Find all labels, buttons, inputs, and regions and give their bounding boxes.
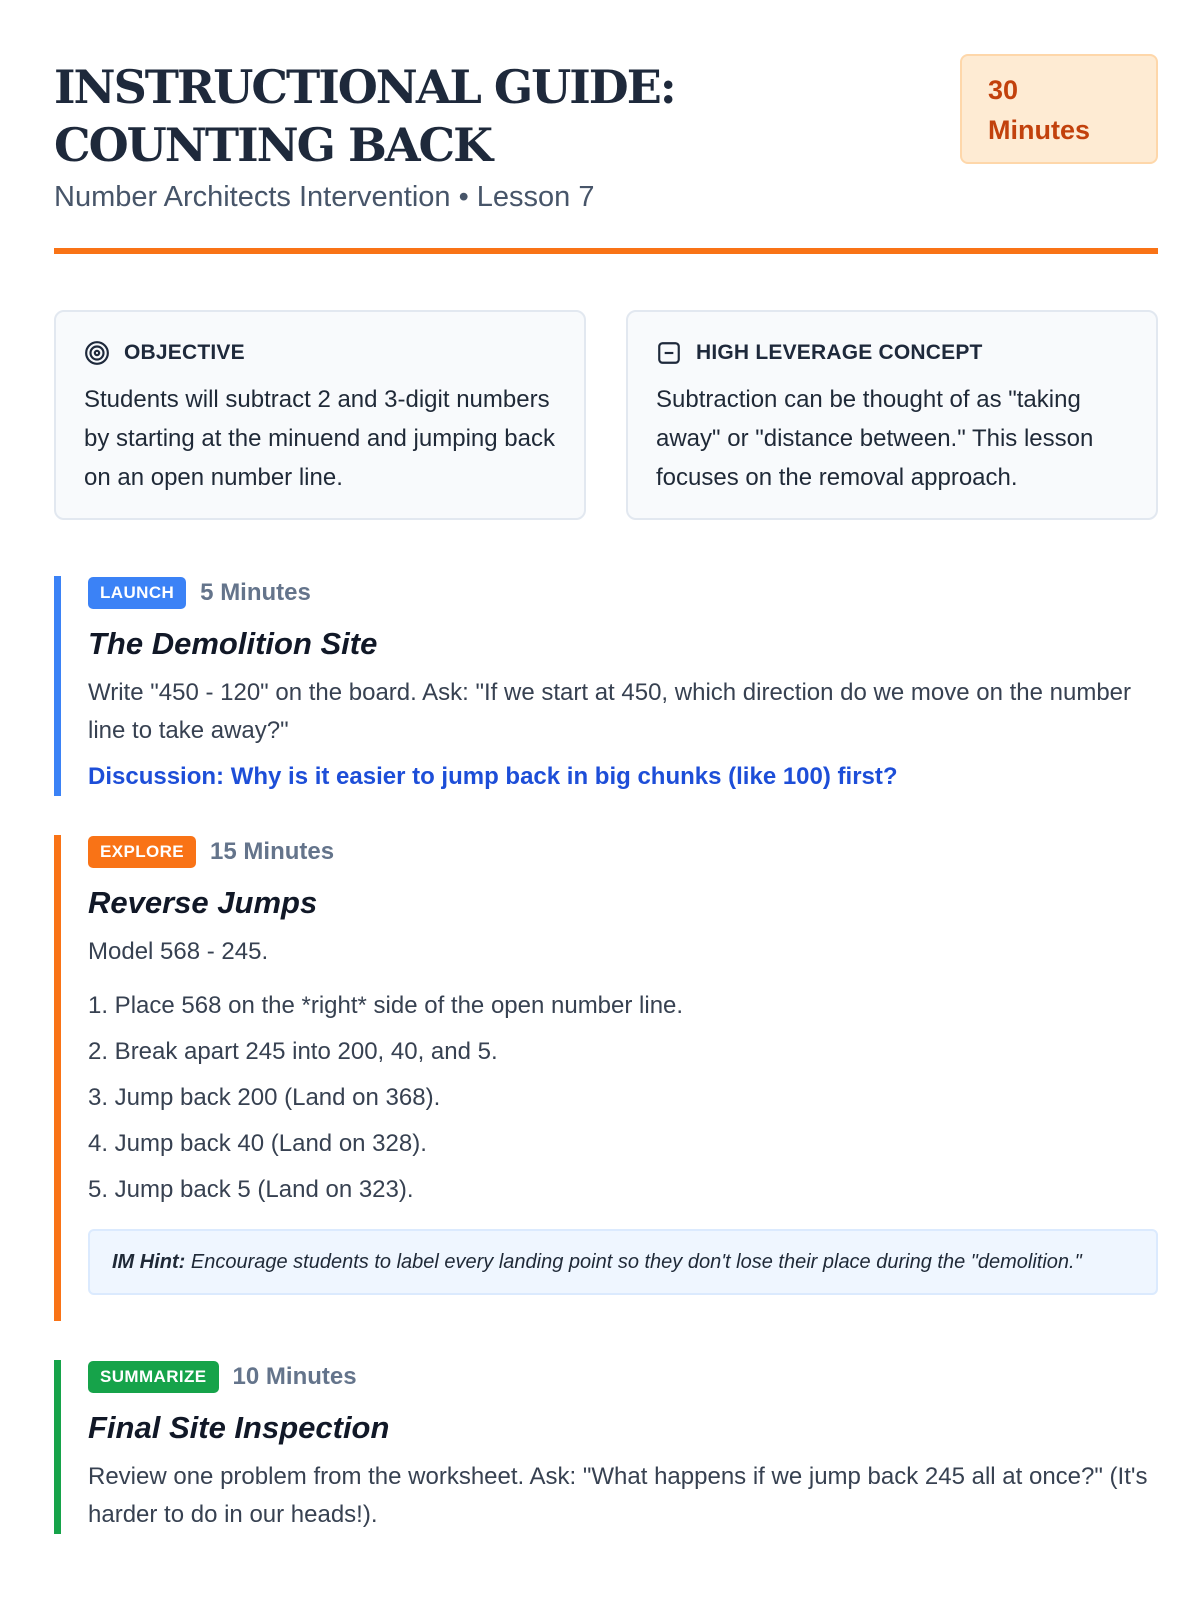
objective-text: Students will subtract 2 and 3-digit numbers by starting at the minuend and jumping back on an open number line. — [84, 386, 555, 491]
launch-accent-bar — [54, 576, 61, 796]
im-hint-box — [88, 1229, 1158, 1295]
header-divider — [54, 248, 1158, 254]
duration-unit: Minutes — [988, 115, 1091, 145]
launch-text: Write "450 - 120" on the board. Ask: "If we start at 450, which direction do we move on the number line to take away?" — [88, 679, 1132, 744]
launch-discussion: Discussion: Why is it easier to jump back in big chunks (like 100) first? — [88, 763, 898, 790]
summarize-meta — [88, 1360, 1158, 1394]
hint-label: IM Hint: — [112, 1251, 186, 1273]
lesson-guide — [54, 54, 1158, 1528]
explore-accent-bar — [54, 835, 61, 1321]
list-item: 5. Jump back 5 (Land on 323). — [88, 1176, 414, 1203]
launch-tag: LAUNCH — [88, 577, 186, 609]
page-title: INSTRUCTIONAL GUIDE: COUNTING BACK — [54, 60, 675, 172]
list-item: 2. Break apart 245 into 200, 40, and 5. — [88, 1038, 498, 1065]
page-subtitle: Number Architects Intervention • Lesson 7 — [54, 181, 595, 213]
hint-text: Encourage students to label every landing point so they don't lose their place during the "demolition." — [185, 1251, 1082, 1273]
explore-section — [54, 835, 1158, 1321]
duration-badge — [960, 54, 1158, 164]
page-header — [54, 54, 1158, 254]
summarize-text: Review one problem from the worksheet. Ask: "What happens if we jump back 245 all at once?" (It's harder to do in our heads!). — [88, 1463, 1148, 1528]
explore-text: Model 568 - 245. — [88, 938, 269, 965]
launch-meta — [88, 576, 1158, 610]
concept-heading: HIGH LEVERAGE CONCEPT — [696, 341, 983, 364]
summarize-minutes: 10 Minutes — [232, 1363, 357, 1390]
minus-square-icon — [656, 340, 682, 366]
summarize-section — [54, 1360, 1158, 1534]
launch-section — [54, 576, 1158, 796]
duration-number: 30 — [988, 75, 1019, 105]
explore-meta — [88, 835, 1158, 869]
launch-title: The Demolition Site — [88, 626, 378, 661]
explore-minutes: 15 Minutes — [210, 838, 335, 865]
objective-heading-row — [84, 338, 556, 368]
summarize-accent-bar — [54, 1360, 61, 1534]
summarize-title: Final Site Inspection — [88, 1410, 390, 1445]
summarize-tag: SUMMARIZE — [88, 1361, 219, 1393]
concept-heading-row — [656, 338, 1128, 368]
explore-steps — [88, 983, 1158, 1213]
concept-text: Subtraction can be thought of as "taking away" or "distance between." This lesson focuses on the removal approach. — [656, 386, 1094, 491]
list-item: 4. Jump back 40 (Land on 328). — [88, 1130, 427, 1157]
list-item: 1. Place 568 on the *right* side of the open number line. — [88, 992, 684, 1019]
explore-tag: EXPLORE — [88, 836, 196, 868]
concept-card — [626, 310, 1158, 520]
objective-card — [54, 310, 586, 520]
target-icon — [84, 340, 110, 366]
info-cards — [54, 310, 1158, 520]
explore-title: Reverse Jumps — [88, 885, 318, 920]
launch-minutes: 5 Minutes — [200, 579, 311, 606]
objective-heading: OBJECTIVE — [124, 341, 245, 364]
list-item: 3. Jump back 200 (Land on 368). — [88, 1084, 441, 1111]
